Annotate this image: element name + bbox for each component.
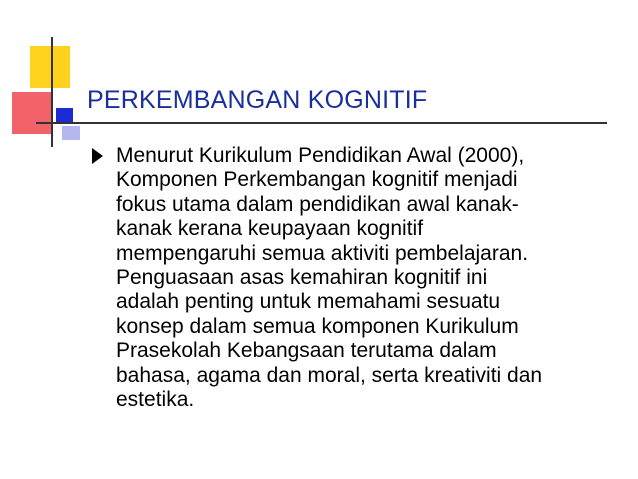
bullet-line: Penguasaan asas kemahiran kognitif ini bbox=[116, 266, 488, 290]
bullet-text bbox=[116, 144, 621, 412]
decor-red-square bbox=[12, 92, 52, 134]
bullet-arrow-icon bbox=[92, 148, 103, 164]
bullet-line: Prasekolah Kebangsaan terutama dalam bbox=[116, 339, 497, 363]
bullet-line: bahasa, agama dan moral, serta kreativiti dan bbox=[116, 363, 543, 387]
decor-yellow-square bbox=[30, 46, 70, 88]
bullet-line: kanak kerana keupayaan kognitif bbox=[116, 217, 424, 241]
bullet-line: konsep dalam semua komponen Kurikulum bbox=[116, 314, 519, 338]
bullet-line: fokus utama dalam pendidikan awal kanak- bbox=[116, 192, 519, 216]
decor-lavender-square bbox=[62, 126, 80, 140]
bullet-line: mempengaruhi semua aktiviti pembelajaran. bbox=[116, 241, 529, 265]
bullet-line: adalah penting untuk memahami sesuatu bbox=[116, 290, 501, 314]
bullet-line: Komponen Perkembangan kognitif menjadi bbox=[116, 168, 518, 192]
title-underline bbox=[36, 122, 607, 124]
bullet-line: estetika. bbox=[116, 388, 195, 412]
bullet-line: Menurut Kurikulum Pendidikan Awal (2000), bbox=[116, 144, 525, 167]
slide-title: PERKEMBANGAN KOGNITIF bbox=[87, 86, 428, 114]
decor-vertical-line bbox=[51, 37, 53, 147]
